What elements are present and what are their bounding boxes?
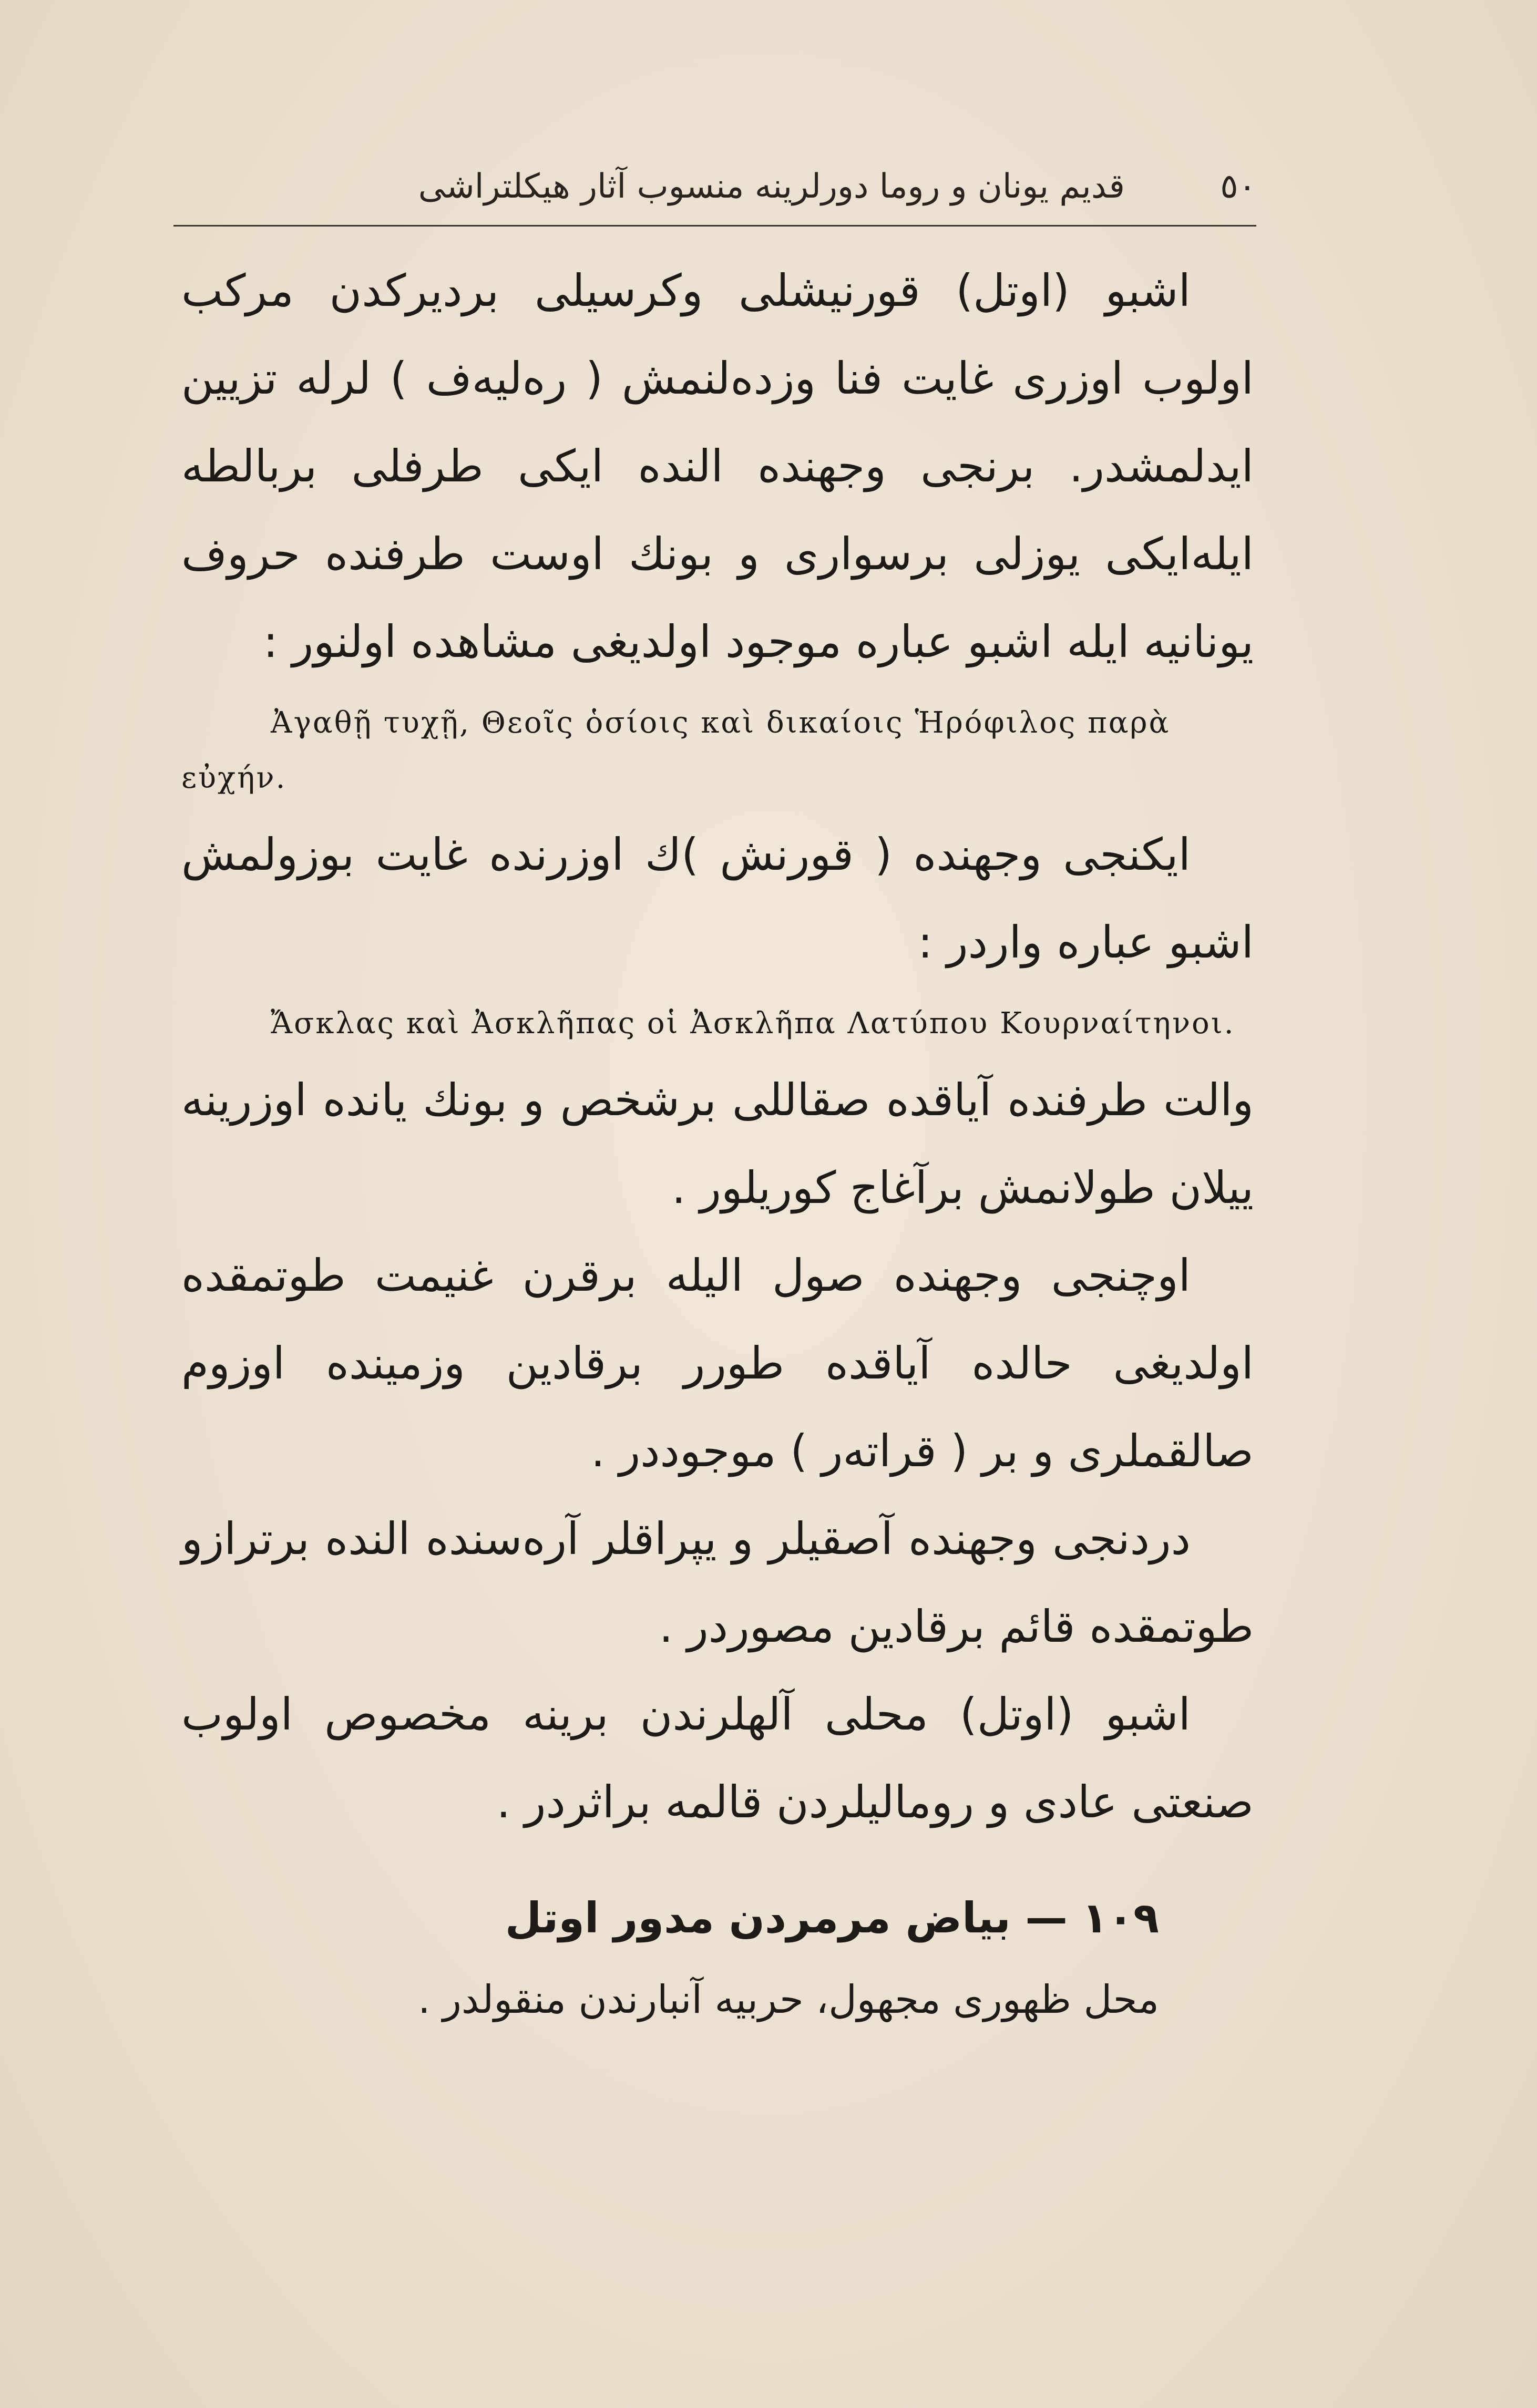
paragraph-1: اشبو (اوتل) قورنيشلى وكرسيلى برديركدن مركب اولوب اوزرى غايت فنا وزده‌لنمش ( ره‌ليه‌ف ) لرله تزيين ايدلمشدر. برنجى وجهنده النده ايكى طرفلى بربالطه ايله‌ايكى يوزلى برسوارى و بونك اوست طرفنده حروف يونانيه ايله اشبو عباره موجود اولديغى مشاهده اولنور : <box>181 265 1254 667</box>
entry-title: ١٠٩ — بياض مرمردن مدور اوتل <box>505 1894 1159 1942</box>
paragraph-4: اوچنجى وجهنده صول اليله برقرن غنيمت طوتمقده اولديغى حالده آياقده طورر برقادين وزمينده اوزوم صالقملرى و بر ( قراته‌ر ) موجوددر . <box>181 1250 1254 1477</box>
running-title: قديم يونان و روما دورلرينه منسوب آثار هيكلتراشى <box>418 167 1125 206</box>
main-text <box>181 247 1254 1846</box>
paragraph-2: ايكنجى وجهنده ( قورنش )ك اوزرنده غايت بوزولمش اشبو عباره واردر : <box>181 829 1254 968</box>
paragraph-3: والت طرفنده آياقده صقاللى برشخص و بونك يانده اوزرينه ييلان طولانمش برآغاج كوريلور . <box>181 1074 1254 1213</box>
page-header <box>173 158 1256 215</box>
paragraph-6: اشبو (اوتل) محلى آلهلرندن برينه مخصوص اولوب صنعتى عادى و روماليلردن قالمه براثردر . <box>181 1689 1254 1828</box>
page-number: ٥٠ <box>1220 167 1256 206</box>
catalog-entry <box>181 1876 1159 2039</box>
greek-inscription-1: Ἀγαθῇ τυχῇ, Θεοῖς ὁσίοις καὶ δικαίοις Ἡρόφιλος παρὰ εὐχήν. <box>181 706 1171 795</box>
greek-inscription-2: Ἄσκλας καὶ Ἀσκλῆπας οἱ Ἀσκλῆπα Λατύπου Κουρναίτηνοι. <box>271 1006 1235 1041</box>
header-rule <box>173 225 1256 227</box>
paragraph-5: دردنجى وجهنده آصقيلر و يپراقلر آره‌سنده النده برترازو طوتمقده قائم برقادين مصوردر . <box>181 1513 1254 1652</box>
entry-description: محل ظهورى مجهول، حربيه آنبارندن منقولدر . <box>418 1977 1159 2022</box>
